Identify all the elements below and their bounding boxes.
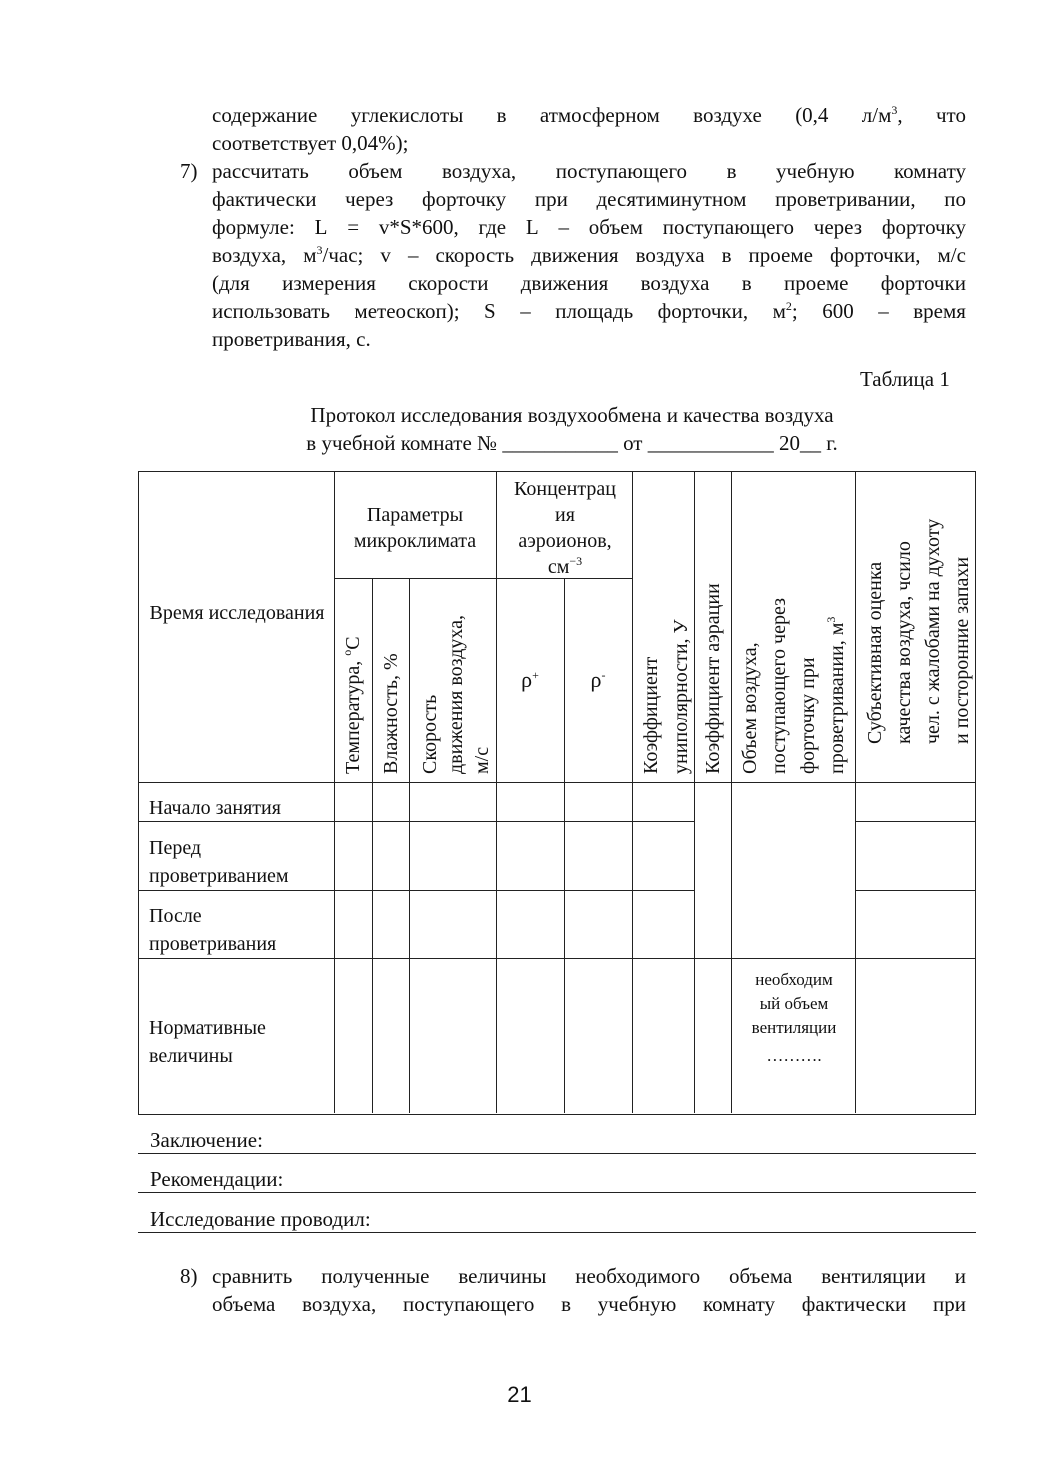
text-line <box>212 1262 966 1290</box>
word: необходимого <box>575 1264 701 1288</box>
row-label-after: После проветривания <box>149 905 277 955</box>
table-label: Таблица 1 <box>860 367 950 391</box>
header-subjective-line: качества воздуха, чсило <box>893 541 915 744</box>
word: скорость <box>435 243 515 267</box>
header-speed-line: м/с <box>471 746 493 774</box>
header-speed-line: Скорость <box>419 694 441 774</box>
word: метеоскоп); <box>354 299 460 323</box>
word: где <box>478 215 507 239</box>
text-line: проветривания, с. <box>212 327 371 351</box>
word: формуле: <box>212 215 295 239</box>
word: в <box>561 1292 572 1316</box>
row-label-start: Начало занятия <box>149 797 281 819</box>
text-line <box>212 185 966 213</box>
header-time: Время исследования <box>149 602 325 624</box>
word: рассчитать <box>212 159 309 183</box>
word: фактически <box>212 187 317 211</box>
word: (для <box>212 271 250 295</box>
word: v*S*600, <box>378 215 459 239</box>
word: через <box>345 187 394 211</box>
word: движения <box>520 271 609 295</box>
header-subjective-line: чел. с жалобами на духоту <box>922 518 944 744</box>
header-rho-minus: ρ- <box>590 667 606 692</box>
word: воздухе <box>693 103 762 127</box>
header-subjective-line: Субъективная оценка <box>864 561 886 744</box>
word: в <box>726 159 737 183</box>
header-air-volume-line: проветривании, $м^3$ <box>824 616 848 774</box>
header-microclimate: Параметры микроклимата <box>353 504 477 552</box>
word: движения <box>531 243 619 267</box>
table-title: Протокол исследования воздухообмена и качества воздуха <box>310 403 834 427</box>
text-line <box>212 297 966 325</box>
word: комнату <box>703 1292 775 1316</box>
word: при <box>534 187 568 211</box>
word: площадь <box>555 299 634 323</box>
word: воздуха <box>640 271 710 295</box>
word: форточки <box>880 271 966 295</box>
word: углекислоты <box>350 103 464 127</box>
word: проветривании, <box>775 187 916 211</box>
header-air-volume <box>736 598 852 774</box>
word: учебную <box>776 159 855 183</box>
word: что <box>935 103 966 127</box>
row-label-norms: Нормативные величины <box>149 1017 266 1067</box>
text-line <box>212 269 966 297</box>
word: воздуха, <box>442 159 517 183</box>
word: форточку <box>881 215 966 239</box>
word: $м^2$; <box>772 299 798 323</box>
word: и <box>954 1264 966 1288</box>
word: – <box>558 215 569 239</box>
word: (0,4 <box>795 103 829 127</box>
word: поступающего <box>403 1292 535 1316</box>
word: в <box>496 103 507 127</box>
table-subtitle: в учебной комнате № ___________ от ____________ 20__ г. <box>306 431 838 455</box>
word: объем <box>348 159 403 183</box>
word: сравнить <box>212 1264 293 1288</box>
word: форточку <box>422 187 507 211</box>
header-unipolarity-line: униполярности, У <box>670 619 692 774</box>
word: = <box>347 215 360 239</box>
word: в <box>721 243 732 267</box>
word: учебную <box>597 1292 677 1316</box>
word: десятиминутном <box>596 187 747 211</box>
header-aeration: Коэффициент аэрации <box>702 583 724 774</box>
text-line <box>212 1290 966 1318</box>
word: проеме <box>748 243 813 267</box>
conducted-by-label: Исследование проводил: <box>150 1207 371 1231</box>
norm-ventilation-cell <box>733 968 855 1068</box>
recommendations-label: Рекомендации: <box>150 1167 284 1191</box>
word: S <box>484 299 496 323</box>
norm-ventilation-line: ый объем <box>759 994 829 1013</box>
word: вентиляции <box>821 1264 926 1288</box>
header-air-volume-line: поступающего через <box>768 597 790 774</box>
conclusion-line <box>138 1153 976 1154</box>
norm-ventilation-line: вентиляции <box>751 1018 837 1037</box>
header-temperature: Температура, $^о$С <box>340 636 364 774</box>
word: через <box>813 215 863 239</box>
text-line <box>212 101 966 129</box>
header-air-volume-line: форточку при <box>797 657 819 774</box>
header-subjective-line: и посторонние запахи <box>951 556 973 744</box>
row-label-before: Перед проветриванием <box>149 837 289 887</box>
word: объем <box>588 215 643 239</box>
header-unipolarity-line: Коэффициент <box>640 656 662 774</box>
word: поступающего <box>662 215 795 239</box>
header-rho-plus: ρ+ <box>521 667 539 692</box>
header-aeroions: Концентрац ия аэроионов, $см^{-3}$ <box>514 478 616 578</box>
word: форточки, <box>830 243 921 267</box>
list-number: 7) <box>180 159 198 183</box>
word: поступающего <box>555 159 688 183</box>
word: L <box>525 215 539 239</box>
word: атмосферном <box>539 103 660 127</box>
word: величины <box>458 1264 547 1288</box>
word: проеме <box>784 271 849 295</box>
header-subjective <box>861 519 977 744</box>
word: v <box>380 243 391 267</box>
header-humidity: Влажность, % <box>380 653 402 774</box>
header-air-volume-line: Объем воздуха, <box>739 642 761 774</box>
word: скорости <box>408 271 489 295</box>
word: – <box>878 299 889 323</box>
text-line <box>212 157 966 185</box>
word: $м^3$/час; <box>303 243 364 267</box>
word: в <box>741 271 752 295</box>
word: время <box>913 299 966 323</box>
norm-ventilation-line: ………. <box>766 1046 822 1065</box>
word: воздуха, <box>302 1292 377 1316</box>
word: $л/м^3$, <box>861 103 903 127</box>
word: м/с <box>937 243 966 267</box>
word: объема <box>212 1292 276 1316</box>
word: по <box>944 187 966 211</box>
word: – <box>407 243 419 267</box>
word: воздуха <box>635 243 705 267</box>
page-number: 21 <box>507 1382 532 1407</box>
text-line <box>212 241 966 269</box>
word: полученные <box>321 1264 430 1288</box>
conducted-by-line <box>138 1232 976 1233</box>
word: при <box>932 1292 966 1316</box>
header-unipolarity <box>636 619 696 774</box>
word: измерения <box>282 271 376 295</box>
recommendations-line <box>138 1192 976 1193</box>
text-line: соответствует 0,04%); <box>212 131 409 155</box>
word: комнату <box>894 159 966 183</box>
word: воздуха, <box>212 243 287 267</box>
word: 600 <box>822 299 854 323</box>
conclusion-label: Заключение: <box>150 1128 263 1152</box>
norm-ventilation-line: необходим <box>755 970 833 989</box>
word: содержание <box>212 103 318 127</box>
header-speed-line: движения воздуха, <box>445 615 467 774</box>
word: объема <box>728 1264 793 1288</box>
header-speed <box>417 615 495 774</box>
word: форточки, <box>657 299 749 323</box>
text-line <box>212 213 966 241</box>
protocol-table <box>138 471 976 1115</box>
list-number: 8) <box>180 1264 198 1288</box>
word: L <box>314 215 328 239</box>
word: использовать <box>212 299 330 323</box>
word: фактически <box>801 1292 907 1316</box>
word: – <box>520 299 531 323</box>
